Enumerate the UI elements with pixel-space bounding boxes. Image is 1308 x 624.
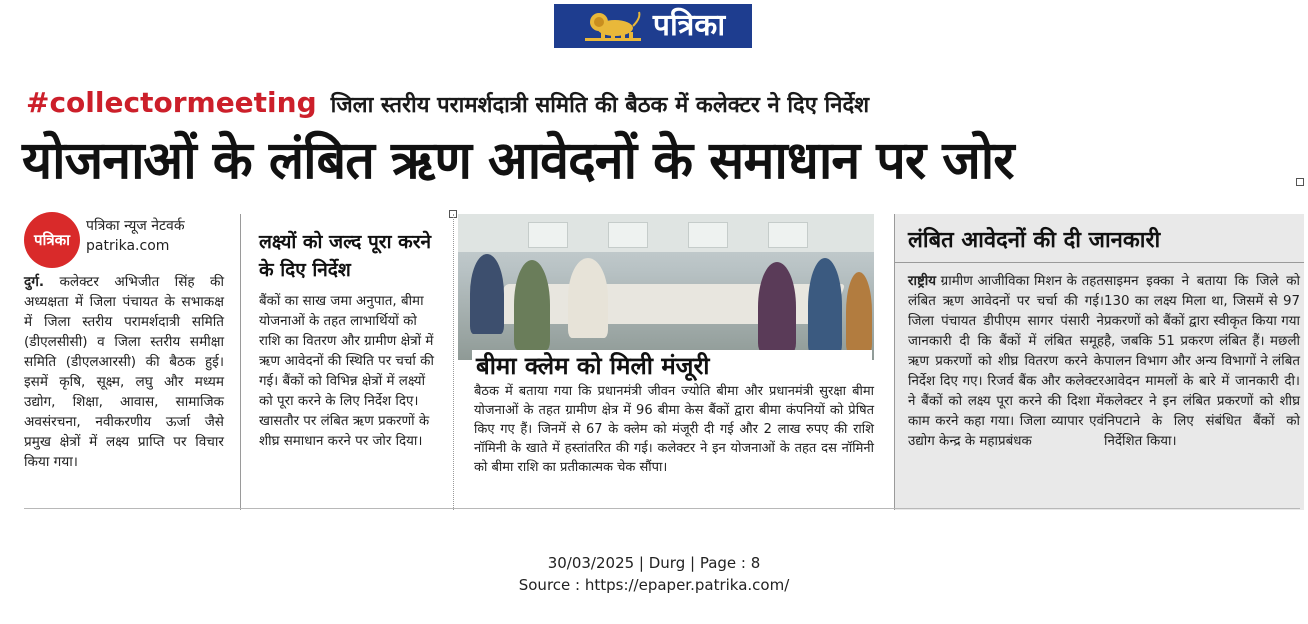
patrika-logo-badge: पत्रिका: [24, 212, 80, 268]
sidebar-title: लंबित आवेदनों की दी जानकारी: [908, 228, 1161, 253]
insurance-story-text: बैठक में बताया गया कि प्रधानमंत्री जीवन ज्योति बीमा और प्रधानमंत्री सुरक्षा बीमा योजनाओं के तहत ग्रामीण क्षेत्र में 96 बीमा केस बैंकों द्वारा बीमा कंपनियों को प्रेषित किए गए हैं। जिनमें से 67 के क्लेम को मंजूरी दी गई और 2 लाख रुपए की राशि नॉमिनी के खाते में हस्तांतरित की गई। कलेक्टर ने इन योजनाओं के तहत दस नॉमिनी को बीमा राशि का प्रतीकात्मक चेक सौंपा।: [474, 384, 874, 475]
byline-network: पत्रिका न्यूज नेटवर्क: [86, 218, 185, 234]
headline: योजनाओं के लंबित ऋण आवेदनों के समाधान पर जोर: [22, 131, 1014, 191]
brand-name: पत्रिका: [652, 8, 726, 43]
sidebar-divider: [894, 262, 1304, 263]
byline: [86, 216, 185, 256]
targets-box: [240, 214, 454, 510]
byline-site: patrika.com: [86, 238, 170, 254]
targets-box-text: बैंकों का साख जमा अनुपात, बीमा योजनाओं के तहत लाभार्थियों को राशि का वितरण और ग्रामीण क्षेत्रों में ऋण आवेदनों की स्थिति पर चर्चा की गई। बैंकों को विभिन्न क्षेत्रों में लक्ष्यों को पूरा करने के लिए निर्देश दिए। खासतौर पर लंबित ऋण प्रकरणों के शीघ्र समाधान करने पर जोर दिया।: [259, 294, 434, 449]
sidebar-lead: राष्ट्रीय: [908, 274, 936, 289]
insurance-story-title: बीमा क्लेम को मिली मंजूरी: [472, 350, 872, 382]
sidebar-column-b: साइमन इक्का ने बताया कि जिले को 130 का लक्ष्य मिला था, जिसमें से 97 प्रकरणों को बैंकों द्वारा स्वीकृत किया गया है, जबकि 51 प्रकरण लंबित हैं। मछली पालन विभाग और अन्य विभागों ने लंबित आवेदन मामलों के बारे में जानकारी दी। कलेक्टर ने इन लंबित प्रकरणों को शीघ्र निपटाने के लिए संबंधित बैंकों को निर्देशित किया।: [1104, 274, 1300, 449]
article-column-1: [24, 272, 224, 472]
page-footer: [0, 552, 1308, 596]
sidebar-text-a: ग्रामीण आजीविका मिशन के तहत लंबित ऋण आवेदनों पर चर्चा की गई। जिला पंचायत डीपीएम सागर पंसारी ने जानकारी दी कि बैंकों में लंबित समूह ऋण प्रकरणों को शीघ्र वितरण करने के निर्देश दिए गए। रिजर्व बैंक और कलेक्टर ने बैंकों को लक्ष्य पूरा करने की दिशा में काम करने कहा गया। जिला व्यापार एवं उद्योग केन्द्र के महाप्रबंधक: [908, 274, 1104, 449]
meeting-photo: [458, 214, 874, 360]
masthead-logo: [554, 4, 752, 48]
footer-date-page: 30/03/2025 | Durg | Page : 8: [547, 554, 761, 572]
hashtag-prefix: #collector: [26, 86, 187, 119]
dateline: दुर्ग.: [24, 274, 45, 290]
resize-handle: [1296, 178, 1304, 186]
lion-icon: [581, 8, 645, 44]
kicker-line: [26, 86, 869, 120]
footer-source: Source : https://epaper.patrika.com/: [518, 576, 790, 594]
sidebar-column-a: [908, 272, 1104, 452]
bottom-divider: [24, 508, 1300, 509]
targets-box-title: लक्ष्यों को जल्द पूरा करने के दिए निर्देश: [259, 231, 432, 281]
hashtag-word: meeting: [186, 86, 317, 119]
kicker-text: जिला स्तरीय परामर्शदात्री समिति की बैठक में कलेक्टर ने दिए निर्देश: [330, 93, 870, 118]
column-1-text: कलेक्टर अभिजीत सिंह की अध्यक्षता में जिला पंचायत के सभाकक्ष में जिला स्तरीय परामर्शदात्री समिति (डीएलसीसी) व जिला स्तरीय समीक्षा समिति (डीएलआरसी) की बैठक हुई। इसमें कृषि, सूक्ष्म, लघु और मध्यम उद्योग, शिक्षा, आवास, सामाजिक अवसंरचना, नवीकरणीय ऊर्जा जैसे प्रमुख क्षेत्रों में लक्ष्य प्राप्ति पर विचार किया गया।: [24, 274, 224, 470]
